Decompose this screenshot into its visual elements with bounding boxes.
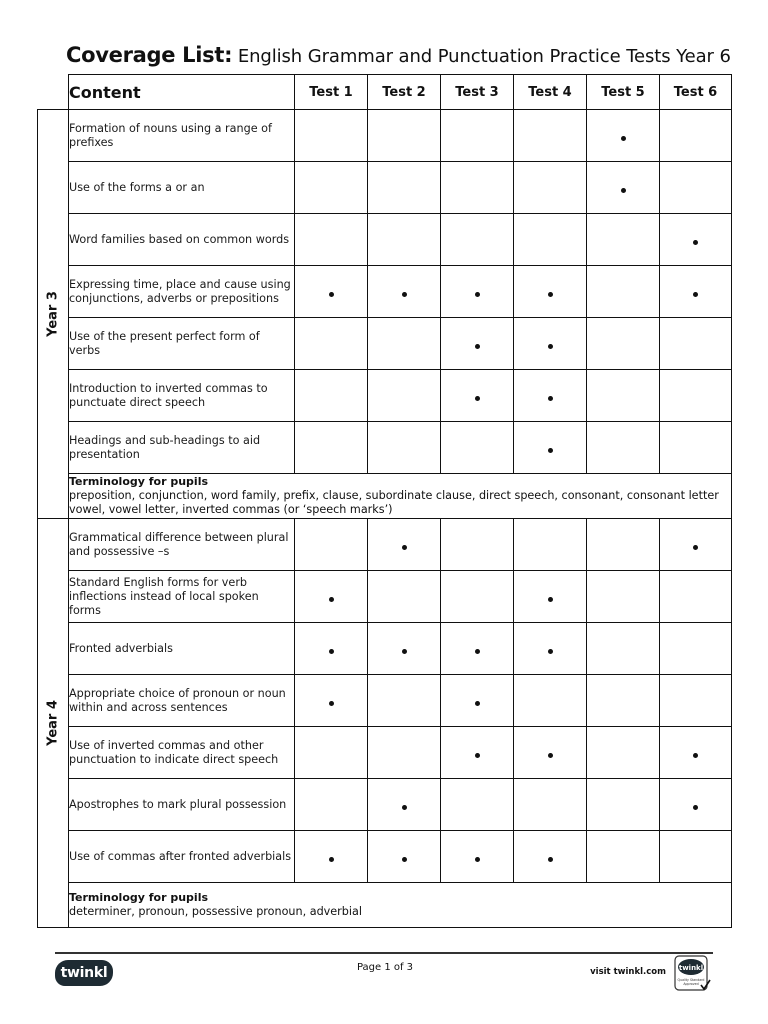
test-6-cell bbox=[660, 214, 732, 266]
coverage-dot-icon bbox=[693, 292, 698, 297]
table-body bbox=[38, 110, 732, 928]
test-1-cell bbox=[295, 370, 368, 422]
coverage-table bbox=[37, 74, 732, 928]
test-5-cell bbox=[587, 110, 660, 162]
test-4-cell bbox=[514, 571, 587, 623]
test-header-2: Test 2 bbox=[368, 75, 441, 110]
page-title bbox=[66, 42, 746, 72]
test-4-cell bbox=[514, 519, 587, 571]
corner-cell bbox=[38, 75, 69, 110]
test-6-cell bbox=[660, 162, 732, 214]
test-1-cell bbox=[295, 162, 368, 214]
test-5-cell bbox=[587, 675, 660, 727]
terminology-heading: Terminology for pupils bbox=[69, 475, 209, 488]
test-3-cell bbox=[441, 571, 514, 623]
test-6-cell bbox=[660, 623, 732, 675]
test-5-cell bbox=[587, 779, 660, 831]
coverage-dot-icon bbox=[548, 292, 553, 297]
test-3-cell bbox=[441, 162, 514, 214]
table-row bbox=[38, 675, 732, 727]
test-5-cell bbox=[587, 727, 660, 779]
test-1-cell bbox=[295, 266, 368, 318]
twinkl-logo: twinkl bbox=[55, 960, 113, 986]
coverage-dot-icon bbox=[329, 857, 334, 862]
table-row bbox=[38, 727, 732, 779]
test-4-cell bbox=[514, 162, 587, 214]
table-row bbox=[38, 831, 732, 883]
test-1-cell bbox=[295, 318, 368, 370]
test-4-cell bbox=[514, 214, 587, 266]
test-1-cell bbox=[295, 675, 368, 727]
coverage-dot-icon bbox=[402, 805, 407, 810]
test-5-cell bbox=[587, 519, 660, 571]
table-row bbox=[38, 571, 732, 623]
test-5-cell bbox=[587, 162, 660, 214]
table-row bbox=[38, 519, 732, 571]
test-3-cell bbox=[441, 831, 514, 883]
test-1-cell bbox=[295, 727, 368, 779]
year-label-cell bbox=[38, 110, 69, 519]
content-cell: Standard English forms for verb inflections instead of local spoken forms bbox=[69, 571, 295, 623]
table-row bbox=[38, 422, 732, 474]
content-cell: Expressing time, place and cause using conjunctions, adverbs or prepositions bbox=[69, 266, 295, 318]
table-row bbox=[38, 162, 732, 214]
test-header-1: Test 1 bbox=[295, 75, 368, 110]
year-label: Year 3 bbox=[45, 291, 61, 337]
coverage-dot-icon bbox=[402, 857, 407, 862]
table-header-row bbox=[38, 75, 732, 110]
test-6-cell bbox=[660, 318, 732, 370]
test-4-cell bbox=[514, 831, 587, 883]
quality-badge-icon bbox=[672, 955, 712, 993]
coverage-dot-icon bbox=[548, 344, 553, 349]
coverage-dot-icon bbox=[548, 753, 553, 758]
test-4-cell bbox=[514, 675, 587, 727]
test-1-cell bbox=[295, 422, 368, 474]
test-1-cell bbox=[295, 214, 368, 266]
content-cell: Use of commas after fronted adverbials bbox=[69, 831, 295, 883]
coverage-dot-icon bbox=[548, 649, 553, 654]
terminology-row bbox=[38, 474, 732, 519]
test-2-cell bbox=[368, 779, 441, 831]
coverage-dot-icon bbox=[475, 344, 480, 349]
coverage-dot-icon bbox=[475, 857, 480, 862]
coverage-dot-icon bbox=[475, 701, 480, 706]
coverage-dot-icon bbox=[693, 545, 698, 550]
test-3-cell bbox=[441, 214, 514, 266]
terminology-cell bbox=[69, 883, 732, 928]
test-2-cell bbox=[368, 675, 441, 727]
content-cell: Formation of nouns using a range of prefixes bbox=[69, 110, 295, 162]
test-2-cell bbox=[368, 214, 441, 266]
coverage-dot-icon bbox=[548, 857, 553, 862]
coverage-dot-icon bbox=[402, 545, 407, 550]
test-6-cell bbox=[660, 727, 732, 779]
test-6-cell bbox=[660, 519, 732, 571]
test-6-cell bbox=[660, 370, 732, 422]
content-header: Content bbox=[69, 75, 295, 110]
year-label: Year 4 bbox=[45, 700, 61, 746]
content-cell: Fronted adverbials bbox=[69, 623, 295, 675]
test-5-cell bbox=[587, 623, 660, 675]
test-3-cell bbox=[441, 370, 514, 422]
test-header-5: Test 5 bbox=[587, 75, 660, 110]
test-5-cell bbox=[587, 318, 660, 370]
test-3-cell bbox=[441, 675, 514, 727]
content-cell: Use of the present perfect form of verbs bbox=[69, 318, 295, 370]
badge-top-text: twinkl bbox=[678, 964, 704, 972]
coverage-dot-icon bbox=[621, 188, 626, 193]
table-row bbox=[38, 266, 732, 318]
test-2-cell bbox=[368, 110, 441, 162]
test-6-cell bbox=[660, 422, 732, 474]
test-2-cell bbox=[368, 162, 441, 214]
coverage-dot-icon bbox=[402, 292, 407, 297]
test-3-cell bbox=[441, 318, 514, 370]
test-2-cell bbox=[368, 370, 441, 422]
test-3-cell bbox=[441, 519, 514, 571]
test-4-cell bbox=[514, 318, 587, 370]
test-header-4: Test 4 bbox=[514, 75, 587, 110]
test-2-cell bbox=[368, 623, 441, 675]
content-cell: Headings and sub-headings to aid presentation bbox=[69, 422, 295, 474]
test-4-cell bbox=[514, 266, 587, 318]
test-1-cell bbox=[295, 110, 368, 162]
test-header-3: Test 3 bbox=[441, 75, 514, 110]
test-5-cell bbox=[587, 571, 660, 623]
test-2-cell bbox=[368, 727, 441, 779]
content-cell: Use of inverted commas and other punctuation to indicate direct speech bbox=[69, 727, 295, 779]
test-5-cell bbox=[587, 214, 660, 266]
test-6-cell bbox=[660, 571, 732, 623]
table-row bbox=[38, 623, 732, 675]
coverage-dot-icon bbox=[329, 597, 334, 602]
test-4-cell bbox=[514, 727, 587, 779]
test-6-cell bbox=[660, 110, 732, 162]
year-label-cell bbox=[38, 519, 69, 928]
test-2-cell bbox=[368, 831, 441, 883]
test-4-cell bbox=[514, 370, 587, 422]
test-1-cell bbox=[295, 519, 368, 571]
coverage-dot-icon bbox=[693, 753, 698, 758]
coverage-dot-icon bbox=[329, 649, 334, 654]
coverage-dot-icon bbox=[693, 805, 698, 810]
coverage-dot-icon bbox=[329, 292, 334, 297]
coverage-dot-icon bbox=[621, 136, 626, 141]
footer-divider bbox=[55, 952, 713, 954]
content-cell: Use of the forms a or an bbox=[69, 162, 295, 214]
content-cell: Word families based on common words bbox=[69, 214, 295, 266]
test-2-cell bbox=[368, 422, 441, 474]
terminology-row bbox=[38, 883, 732, 928]
test-4-cell bbox=[514, 779, 587, 831]
test-1-cell bbox=[295, 831, 368, 883]
test-5-cell bbox=[587, 370, 660, 422]
terminology-text: determiner, pronoun, possessive pronoun, adverbial bbox=[69, 905, 362, 918]
coverage-dot-icon bbox=[548, 597, 553, 602]
table-row bbox=[38, 110, 732, 162]
test-1-cell bbox=[295, 623, 368, 675]
page-number: Page 1 of 3 bbox=[356, 962, 414, 973]
test-header-6: Test 6 bbox=[660, 75, 732, 110]
test-1-cell bbox=[295, 571, 368, 623]
svg-text:Approved: Approved bbox=[683, 982, 699, 986]
test-3-cell bbox=[441, 727, 514, 779]
coverage-dot-icon bbox=[475, 753, 480, 758]
test-6-cell bbox=[660, 831, 732, 883]
terminology-cell bbox=[69, 474, 732, 519]
terminology-heading: Terminology for pupils bbox=[69, 891, 209, 904]
coverage-dot-icon bbox=[329, 701, 334, 706]
title-bold: Coverage List: bbox=[66, 43, 233, 67]
terminology-text: preposition, conjunction, word family, prefix, clause, subordinate clause, direct speech, consonant, consonant letter vowel, vowel letter, inverted commas (or ‘speech marks’) bbox=[69, 489, 719, 516]
content-cell: Apostrophes to mark plural possession bbox=[69, 779, 295, 831]
test-2-cell bbox=[368, 519, 441, 571]
test-5-cell bbox=[587, 266, 660, 318]
test-3-cell bbox=[441, 623, 514, 675]
coverage-dot-icon bbox=[548, 396, 553, 401]
test-1-cell bbox=[295, 779, 368, 831]
coverage-dot-icon bbox=[548, 448, 553, 453]
test-5-cell bbox=[587, 422, 660, 474]
test-6-cell bbox=[660, 675, 732, 727]
test-4-cell bbox=[514, 110, 587, 162]
test-3-cell bbox=[441, 266, 514, 318]
content-cell: Appropriate choice of pronoun or noun within and across sentences bbox=[69, 675, 295, 727]
content-cell: Grammatical difference between plural and possessive –s bbox=[69, 519, 295, 571]
visit-link[interactable]: visit twinkl.com bbox=[590, 967, 666, 977]
coverage-dot-icon bbox=[475, 396, 480, 401]
table-row bbox=[38, 214, 732, 266]
test-3-cell bbox=[441, 110, 514, 162]
svg-text:Quality Standard: Quality Standard bbox=[677, 978, 705, 982]
test-2-cell bbox=[368, 571, 441, 623]
test-4-cell bbox=[514, 422, 587, 474]
test-6-cell bbox=[660, 779, 732, 831]
table-row bbox=[38, 370, 732, 422]
test-3-cell bbox=[441, 422, 514, 474]
table-row bbox=[38, 779, 732, 831]
title-rest: English Grammar and Punctuation Practice Tests Year 6 bbox=[232, 46, 731, 67]
test-2-cell bbox=[368, 318, 441, 370]
test-3-cell bbox=[441, 779, 514, 831]
coverage-dot-icon bbox=[402, 649, 407, 654]
table-row bbox=[38, 318, 732, 370]
test-5-cell bbox=[587, 831, 660, 883]
content-cell: Introduction to inverted commas to punctuate direct speech bbox=[69, 370, 295, 422]
test-4-cell bbox=[514, 623, 587, 675]
test-6-cell bbox=[660, 266, 732, 318]
test-2-cell bbox=[368, 266, 441, 318]
coverage-dot-icon bbox=[475, 292, 480, 297]
coverage-dot-icon bbox=[475, 649, 480, 654]
coverage-dot-icon bbox=[693, 240, 698, 245]
